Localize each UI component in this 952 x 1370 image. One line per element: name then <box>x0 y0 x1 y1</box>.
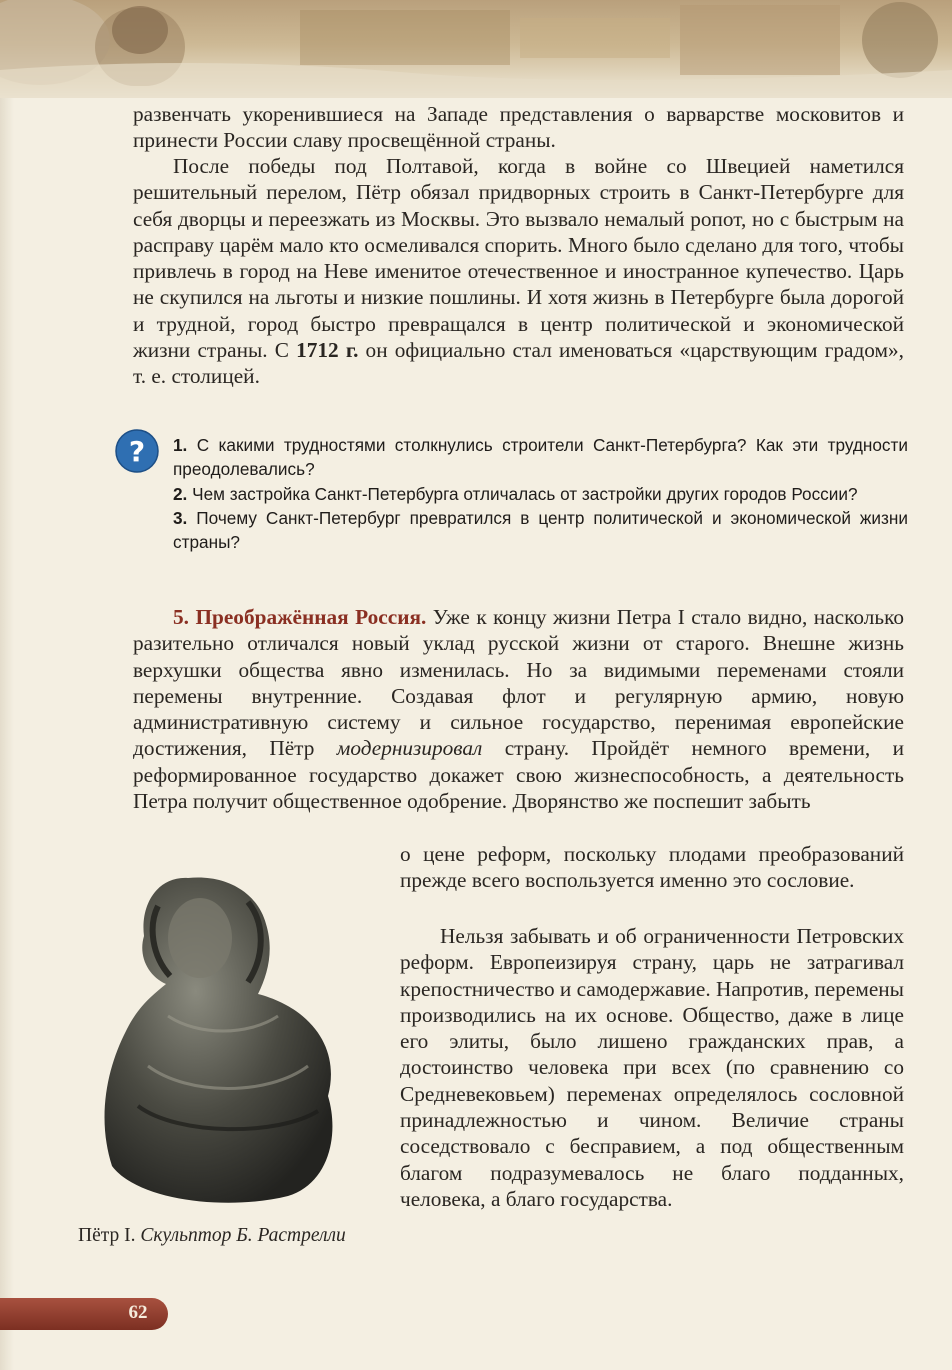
section-text-2: страну. Пройдёт немного времени, и реформированное государство докажет свою жизнеспособность, а деятельность Петра получит общественное одобрение. Дворянство же поспешит забыть <box>133 736 905 814</box>
section-5 <box>133 604 904 814</box>
right-text-1: о цене реформ, поскольку плодами преобразований прежде всего воспользуется именно это сословие. <box>400 842 904 893</box>
question-1: 1. С какими трудностями столкнулись строители Санкт-Петербурга? Как эти трудности преодолевались? <box>173 435 908 480</box>
header-collage-image <box>0 0 952 98</box>
right-text-2: Нельзя забывать и об ограниченности Петровских реформ. Европеизируя страну, царь не затрагивал крепостничество и самодержавие. Напротив, перемены производились на их основе. Общество, даже в лице его элиты, было лишено гражданских прав, а достоинство человека при всех (по сравнению со Средневековьем) переменах определялось сословной принадлежностью и чином. Величие страны соседствовало с бесправием, а под общественным благом подразумевалось не благо подданных, человека, а благо государства. <box>400 924 904 1211</box>
question-3: 3. Почему Санкт-Петербург превратился в центр политической и экономической жизни страны? <box>173 507 908 553</box>
year-1712: 1712 г. <box>296 338 359 363</box>
paragraph-1-text: развенчать укоренившиеся на Западе представления о варварстве московитов и принести России славу просвещённой страны. <box>133 102 904 153</box>
paragraph-2-text-b: он официально стал именоваться «царствующим градом», т. е. столицей. <box>133 338 904 389</box>
caption-italic: Скульптор Б. Растрелли <box>140 1225 346 1246</box>
question-2: 2. Чем застройка Санкт-Петербурга отличалась от застройки других городов России? <box>173 483 858 504</box>
page-number: 62 <box>128 1302 148 1323</box>
section-text-1: Уже к концу жизни Петра I стало видно, насколько разительно отличался новый уклад русской жизни от старого. Внешне жизнь верхушки общества явно изменилась. Но за видимыми переменами стояли перемены внутренние. Создавая флот и регулярную армию, новую административную систему и сильное государство, перенимая европейские достижения, Пётр <box>133 605 904 761</box>
header-illustration-band <box>0 0 952 98</box>
paragraph-2 <box>133 153 904 390</box>
section-continued-right <box>400 841 904 894</box>
review-questions <box>173 433 908 554</box>
question-mark-icon <box>114 428 160 474</box>
section-title: 5. Преображённая Россия. <box>173 605 427 629</box>
page-edge-shadow <box>0 98 14 1370</box>
section-paragraph-right <box>400 923 904 1212</box>
figure-caption <box>78 1223 378 1248</box>
paragraph-continued <box>133 101 904 154</box>
caption-plain: Пётр I. <box>78 1225 141 1246</box>
paragraph-2-text-a: После победы под Полтавой, когда в войне со Швецией наметился решительный перелом, Пётр обязал придворных строить в Санкт-Петербурге для себя дворцы и переезжать из Москвы. Это вызвало немалый ропот, но с быстрым на расправу царём мало кто осмеливался спорить. Много было сделано для того, чтобы привлечь в город на Неве именитое отечественное и иностранное купечество. Царь не скупился на льготы и низкие пошлины. И хотя жизнь в Петербурге была дорогой и трудной, город быстро превращался в центр политической и экономической жизни страны. С <box>133 154 904 363</box>
italic-term: модернизировал <box>336 736 483 761</box>
svg-text:?: ? <box>128 435 146 468</box>
peter-i-bust-image <box>78 866 376 1216</box>
